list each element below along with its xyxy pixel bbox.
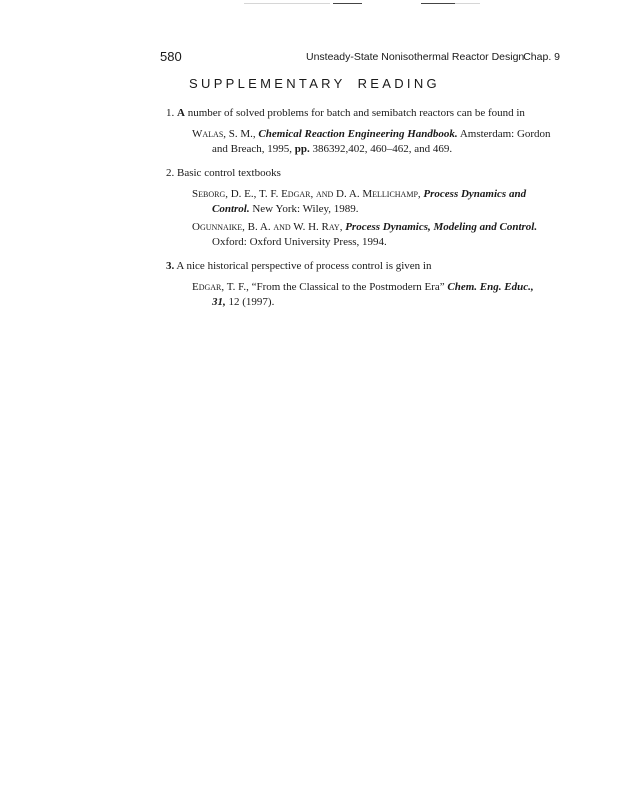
item-lead: A: [177, 107, 185, 119]
item-number: 2.: [166, 167, 175, 179]
top-rule: [244, 3, 330, 4]
top-rule: [333, 3, 362, 4]
ref-publisher: Oxford: Oxford University Press, 1994.: [212, 236, 387, 248]
ref-volume: 31,: [212, 296, 226, 308]
ref-article-title: “From the Classical to the Postmodern Era”: [251, 281, 445, 293]
ref-title: Process Dynamics, Modeling and Control.: [345, 221, 538, 233]
ref-title: Chemical Reaction Engineering Handbook.: [258, 128, 458, 140]
list-item: [166, 166, 561, 250]
ref-journal: Chem. Eng. Educ.,: [447, 281, 534, 293]
list-item: [166, 259, 561, 310]
ref-title-cont: Control.: [212, 203, 250, 215]
top-rule: [455, 3, 480, 4]
ref-continuation: [192, 202, 561, 217]
ref-pages: 386392,402, 460–462, and 469.: [312, 143, 453, 155]
ref-publisher: New York: Wiley, 1989.: [252, 203, 359, 215]
ref-author: Edgar, T. F.,: [192, 281, 249, 293]
reference: [192, 280, 561, 310]
item-text: [166, 106, 561, 121]
ref-author: Walas, S. M.,: [192, 128, 256, 140]
ref-author: Ogunnaike, B. A. and W. H. Ray,: [192, 221, 343, 233]
section-title: [0, 76, 629, 91]
item-text: [166, 166, 561, 181]
item-number: 1.: [166, 107, 175, 119]
list-item: [166, 106, 561, 157]
item-description: Basic control textbooks: [177, 167, 281, 179]
item-text: [166, 259, 561, 274]
item-description: number of solved problems for batch and semibatch reactors can be found in: [187, 107, 525, 119]
ref-title: Process Dynamics and: [423, 188, 527, 200]
chapter-label: Chap. 9: [523, 51, 560, 63]
reference: [192, 127, 561, 157]
page-header: [160, 50, 560, 66]
page-number: 580: [160, 49, 182, 64]
reading-list: [166, 106, 561, 319]
ref-author: Seborg, D. E., T. F. Edgar, and D. A. Mellichamp,: [192, 188, 421, 200]
ref-publisher-cont: and Breach, 1995,: [212, 143, 293, 155]
ref-publisher: Amsterdam: Gordon: [459, 128, 551, 140]
section-title-word: SUPPLEMENTARY: [189, 76, 346, 91]
item-description: A nice historical perspective of process control is given in: [176, 260, 432, 272]
running-title: Unsteady-State Nonisothermal Reactor Design: [306, 51, 525, 63]
ref-continuation: [192, 142, 561, 157]
reference: [192, 220, 561, 250]
ref-pages: 12 (1997).: [228, 296, 275, 308]
top-rule: [421, 3, 455, 4]
ref-continuation: [192, 295, 561, 310]
item-number: 3.: [166, 260, 175, 272]
ref-continuation: [192, 235, 561, 250]
ref-pages-label: pp.: [294, 143, 310, 155]
reference: [192, 187, 561, 217]
section-title-word: READING: [357, 76, 440, 91]
